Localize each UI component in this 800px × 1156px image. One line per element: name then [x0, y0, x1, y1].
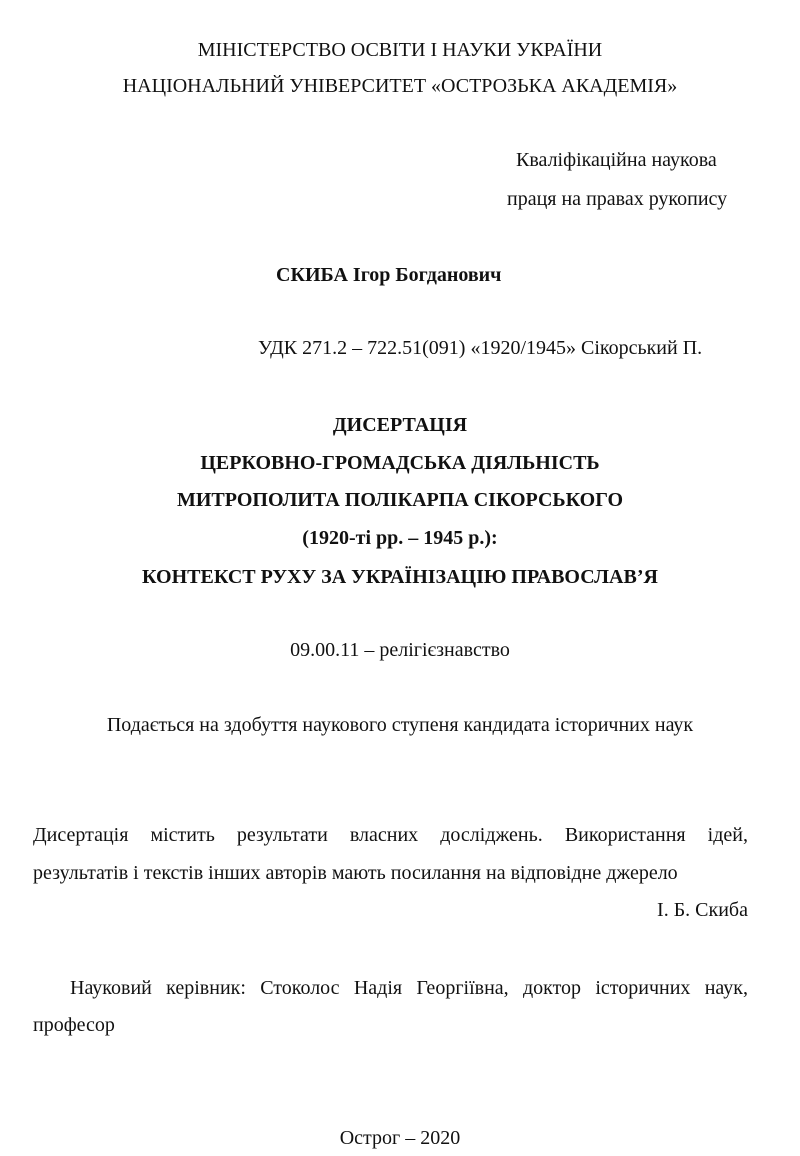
supervisor-line-1: Науковий керівник: Стоколос Надія Георгіївна, доктор історичних наук,	[70, 977, 748, 999]
document-type: ДИСЕРТАЦІЯ	[332, 414, 468, 436]
title-line-3: (1920-ті рр. – 1945 р.):	[302, 527, 498, 549]
declaration-line-2: результатів і текстів інших авторів мають посилання на відповідне джерело	[33, 862, 678, 884]
status-line-1: Кваліфікаційна наукова	[516, 149, 717, 171]
author-signature: І. Б. Скиба	[657, 899, 748, 921]
supervisor-line-2: професор	[33, 1014, 115, 1036]
degree-statement: Подається на здобуття наукового ступеня кандидата історичних наук	[106, 714, 694, 736]
declaration-line-1: Дисертація містить результати власних досліджень. Використання ідей,	[33, 824, 748, 846]
specialty: 09.00.11 – релігієзнавство	[290, 639, 510, 661]
status-line-2: праця на правах рукопису	[507, 188, 728, 210]
author-name: СКИБА Ігор Богданович	[276, 264, 502, 286]
udk-code: УДК 271.2 – 722.51(091) «1920/1945» Сікорський П.	[258, 337, 703, 359]
ministry-heading: МІНІСТЕРСТВО ОСВІТИ І НАУКИ УКРАЇНИ	[197, 39, 603, 61]
title-line-2: МИТРОПОЛИТА ПОЛІКАРПА СІКОРСЬКОГО	[176, 489, 623, 511]
title-line-4: КОНТЕКСТ РУХУ ЗА УКРАЇНІЗАЦІЮ ПРАВОСЛАВ’Я	[142, 566, 658, 588]
university-heading: НАЦІОНАЛЬНИЙ УНІВЕРСИТЕТ «ОСТРОЗЬКА АКАДЕМІЯ»	[122, 75, 678, 97]
title-line-1: ЦЕРКОВНО-ГРОМАДСЬКА ДІЯЛЬНІСТЬ	[200, 452, 600, 474]
place-and-year: Острог – 2020	[339, 1127, 461, 1149]
